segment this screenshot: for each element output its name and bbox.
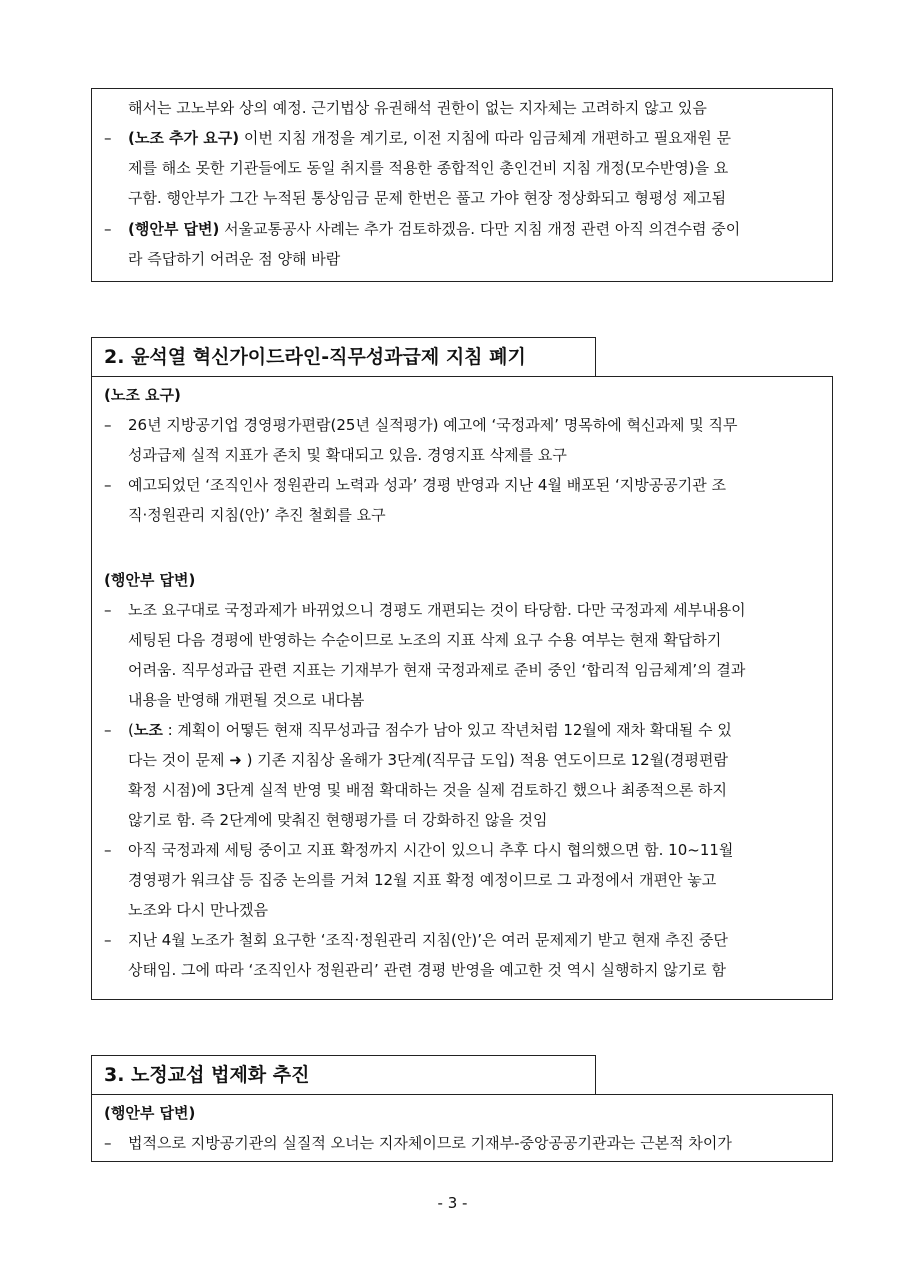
section-3-title: 3. 노정교섭 법제화 추진 (91, 1055, 596, 1095)
continuation-box: 해서는 고노부와 상의 예정. 근기법상 유권해석 권한이 없는 지자체는 고려하지 않고 있음 – (노조 추가 요구) 이번 지침 개정을 계기로, 이전 지침에 따라 임금체계 개편하고 필요재원 문 제를 해소 못한 기관들에도 동일 취지를 적용한 종합적인 총인건비 지침 개정(모수반영)을 요 구함. 행안부가 그간 누적된 통상임금 문제 한번은 풀고 가야 현장 정상화되고 형평성 제고됨 – (행안부 답변) 서울교통공사 사례는 추가 검토하겠음. 다만 지침 개정 관련 아직 의견수렴 중이 라 즉답하기 어려운 점 양해 바람 (91, 88, 833, 282)
ministry-answer-heading: (행안부 답변) (104, 571, 196, 589)
section-3-body: (행안부 답변) – 법적으로 지방공기관의 실질적 오너는 지자체이므로 기재부-중앙공공기관과는 근본적 차이가 (91, 1094, 833, 1162)
union-request-heading: (노조 요구) (104, 386, 181, 404)
arrow-icon: ➜ (229, 751, 242, 769)
page-number: - 3 - (437, 1194, 468, 1212)
section-2-body: (노조 요구) – 26년 지방공기업 경영평가편람(25년 실적평가) 예고에 ‘국정과제’ 명목하에 혁신과제 및 직무 성과급제 실적 지표가 존치 및 확대되고 있음. 경영지표 삭제를 요구 – 예고되었던 ‘조직인사 정원관리 노력과 성과’ 경평 반영과 지난 4월 배포된 ‘지방공공기관 조 직·정원관리 지침(안)’ 추진 철회를 요구 (행안부 답변) – 노조 요구대로 국정과제가 바뀌었으니 경평도 개편되는 것이 타당함. 다만 국정과제 세부내용이 세팅된 다음 경평에 반영하는 수순이므로 노조의 지표 삭제 요구 수용 여부는 현재 확답하기 어려움. 직무성과급 관련 지표는 기재부가 현재 국정과제로 준비 중인 ‘합리적 임금체계’의 결과 내용을 반영해 개편될 것으로 내다봄 – (노조 : 계획이 어떻든 현재 직무성과급 점수가 남아 있고 작년처럼 12월에 재차 확대될 수 있 다는 것이 문제 ➜ ) 기존 지침상 올해가 3단계(직무급 도입) 적용 연도이므로 12월(경평편람 확정 시점)에 3단계 실적 반영 및 배점 확대하는 것을 실제 검토하긴 했으나 최종적으론 하지 않기로 함. 즉 2단계에 맞춰진 현행평가를 더 강화하진 않을 것임 – 아직 국정과제 세팅 중이고 지표 확정까지 시간이 있으니 추후 다시 협의했으면 함. 10~11월 경영평가 워크샵 등 집중 논의를 거쳐 12월 지표 확정 예정이므로 그 과정에서 개편안 놓고 노조와 다시 만나겠음 – 지난 4월 노조가 철회 요구한 ‘조직·정원관리 지침(안)’은 여러 문제제기 받고 현재 추진 중단 상태임. 그에 따라 ‘조직인사 정원관리’ 관련 경평 반영을 예고한 것 역시 실행하지 않기로 함 (91, 376, 833, 1000)
section-2-title: 2. 윤석열 혁신가이드라인-직무성과급제 지침 폐기 (91, 337, 596, 377)
ministry-answer-heading: (행안부 답변) (104, 1104, 196, 1122)
